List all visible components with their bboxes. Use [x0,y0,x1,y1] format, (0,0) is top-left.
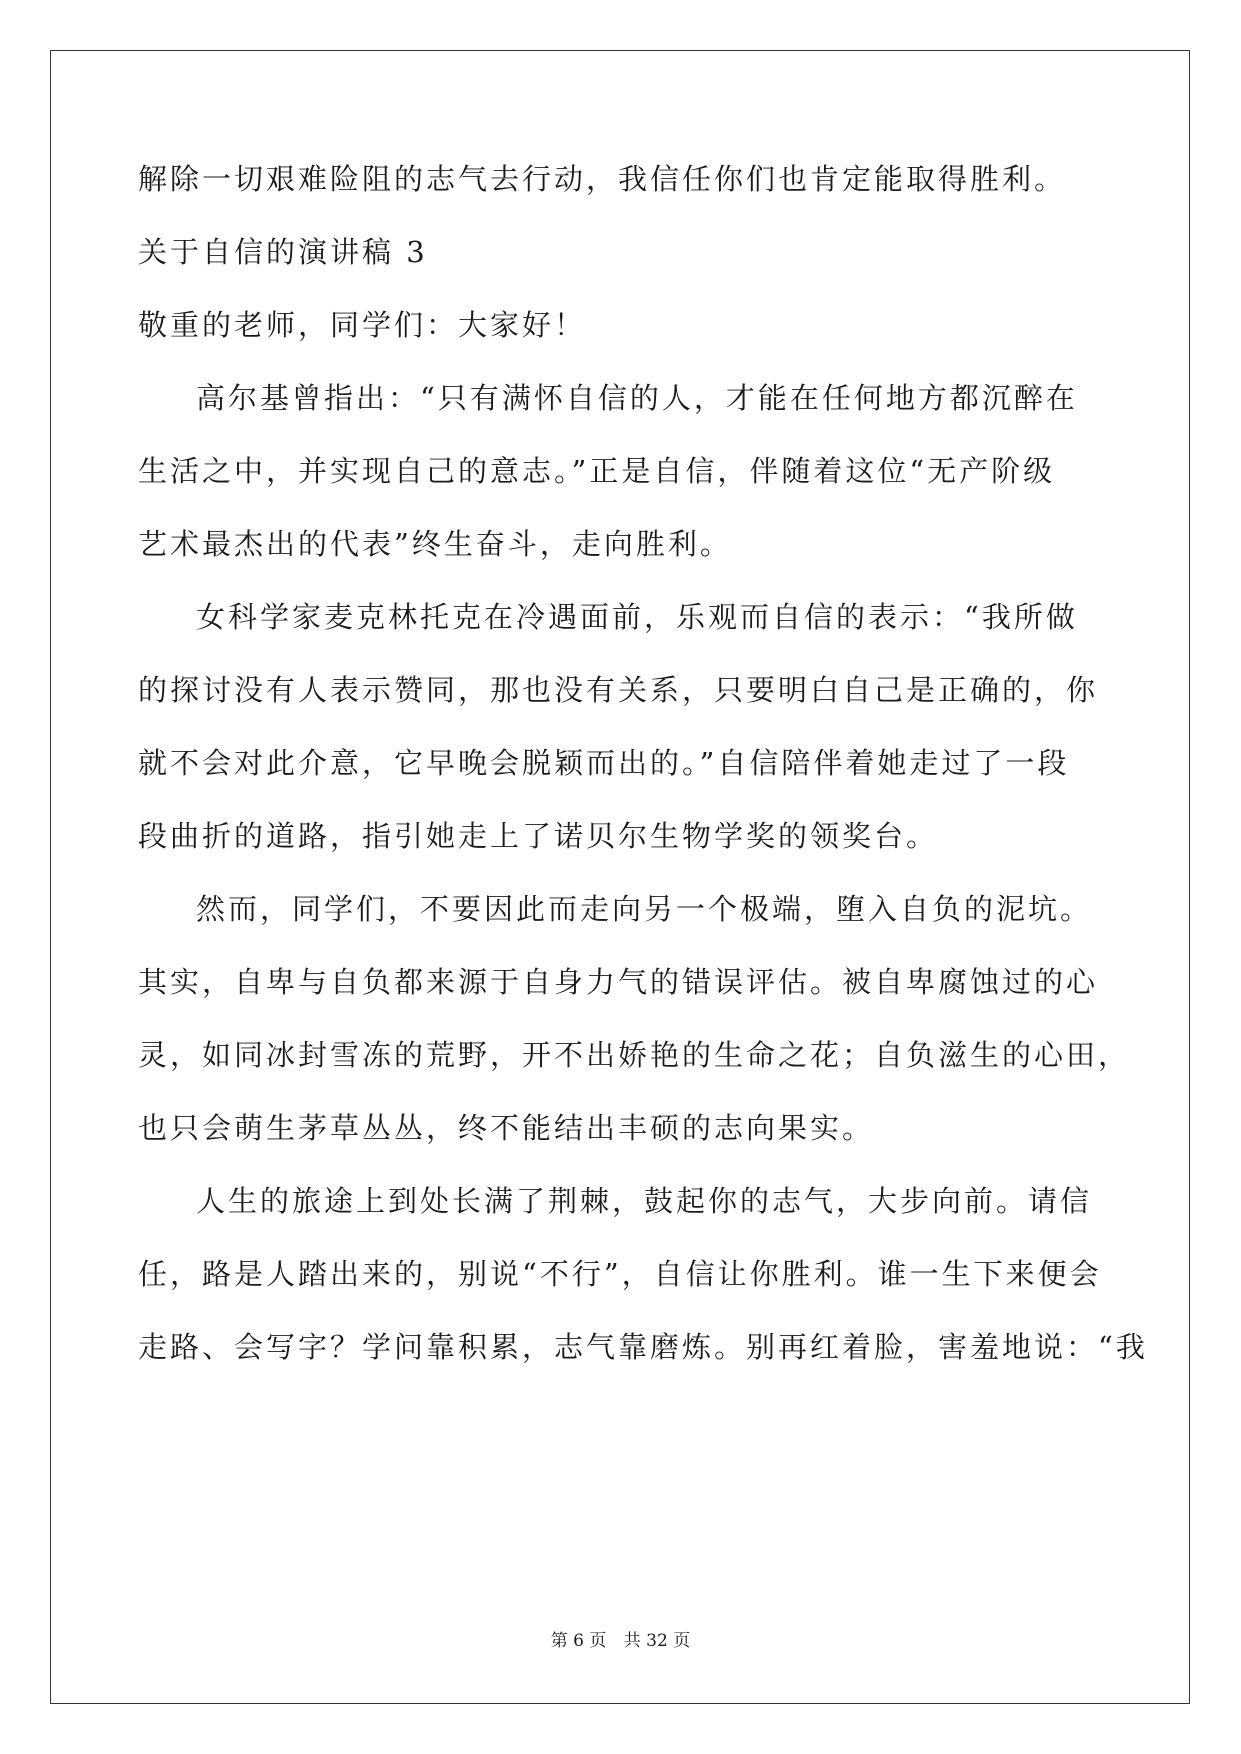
paragraph-line: 然而，同学们，不要因此而走向另一个极端，堕入自负的泥坑。 [196,892,1093,926]
page-number: 第 6 页 [550,1631,607,1651]
paragraph-line: 的探讨没有人表示赞同，那也没有关系，只要明白自己是正确的，你 [138,673,1099,707]
paragraph-line: 高尔基曾指出：“只有满怀自信的人，才能在任何地方都沉醉在 [196,381,1078,415]
paragraph-line: 走路、会写字？学问靠积累，志气靠磨炼。别再红着脸，害羞地说：“我 [138,1330,1148,1364]
paragraph-line: 其实，自卑与自负都来源于自身力气的错误评估。被自卑腐蚀过的心 [138,965,1099,999]
paragraph-line: 任，路是人踏出来的，别说“不行”，自信让你胜利。谁一生下来便会 [138,1257,1102,1291]
paragraph-line: 灵，如同冰封雪冻的荒野，开不出娇艳的生命之花；自负滋生的心田， [138,1038,1131,1072]
section-heading: 关于自信的演讲稿 3 [138,235,428,269]
paragraph-line: 女科学家麦克林托克在冷遇面前，乐观而自信的表示：“我所做 [196,600,1078,634]
page-footer [0,1630,1241,1652]
page-total: 共 32 页 [623,1631,691,1651]
page-border [50,50,1190,1704]
paragraph-line: 就不会对此介意，它早晚会脱颖而出的。”自信陪伴着她走过了一段 [138,746,1070,780]
paragraph-line: 也只会萌生茅草丛丛，终不能结出丰硕的志向果实。 [138,1111,875,1145]
paragraph-line: 人生的旅途上到处长满了荆棘，鼓起你的志气，大步向前。请信 [196,1184,1093,1218]
text-line: 解除一切艰难险阻的志气去行动，我信任你们也肯定能取得胜利。 [138,162,1067,196]
paragraph-line: 艺术最杰出的代表”终生奋斗，走向胜利。 [138,527,732,561]
paragraph-line: 生活之中，并实现自己的意志。”正是自信，伴随着这位“无产阶级 [138,454,1056,488]
paragraph-line: 段曲折的道路，指引她走上了诺贝尔生物学奖的领奖台。 [138,819,939,853]
salutation: 敬重的老师，同学们：大家好！ [138,308,587,342]
